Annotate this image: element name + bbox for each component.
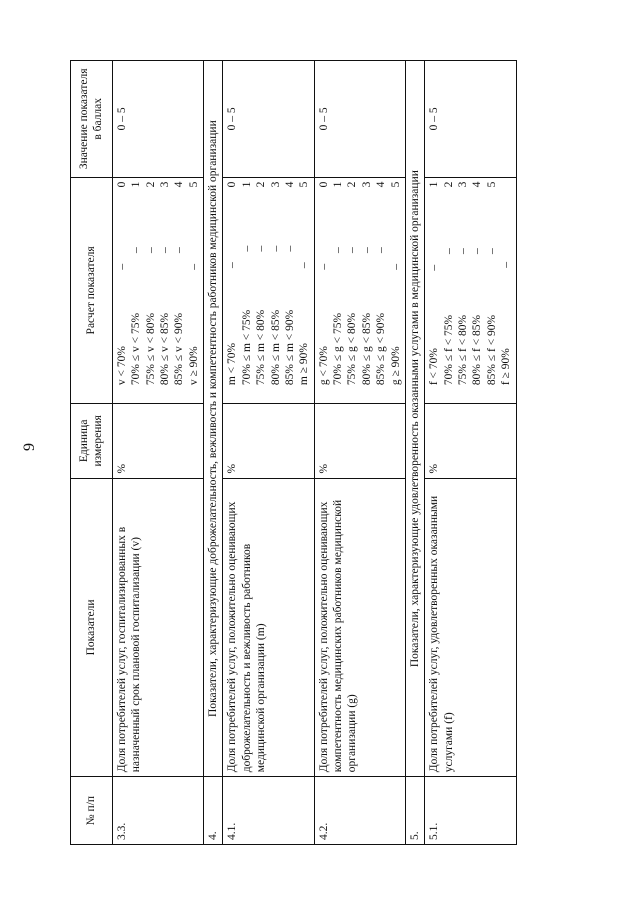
calc-line xyxy=(345,182,359,386)
calc-line xyxy=(158,182,172,386)
calc-dash: – xyxy=(130,247,143,254)
calc-dash: – xyxy=(173,247,186,254)
calc-value: 2 xyxy=(346,181,359,188)
calc-value: 2 xyxy=(144,181,157,188)
calc-line xyxy=(225,182,239,386)
calc-dash: – xyxy=(428,264,441,271)
row-indicator: Доля потребителей услуг, удовлетворенных оказанными услугами (f) xyxy=(425,478,516,777)
row-calc xyxy=(112,177,203,404)
calc-value: 3 xyxy=(360,181,373,188)
calc-value: 4 xyxy=(375,181,388,188)
calc-dash: – xyxy=(360,247,373,254)
table-header-row xyxy=(71,61,113,845)
row-unit: % xyxy=(314,404,405,478)
row-calc xyxy=(425,177,516,404)
calc-value: 4 xyxy=(471,181,484,188)
calc-dash: – xyxy=(500,262,513,268)
row-num: 4.2. xyxy=(314,777,405,845)
calc-dash: – xyxy=(298,262,311,269)
calc-condition: v < 70% xyxy=(115,346,128,386)
calc-dash: – xyxy=(187,263,200,270)
calc-line xyxy=(317,182,331,386)
calc-value: 5 xyxy=(298,181,311,188)
calc-line xyxy=(129,182,143,386)
calc-value: 3 xyxy=(269,181,282,188)
calc-dash: – xyxy=(471,248,484,254)
calc-list xyxy=(225,182,311,400)
calc-value: 3 xyxy=(158,181,171,188)
calc-line xyxy=(187,182,201,386)
row-num: 4.1. xyxy=(223,777,314,845)
calc-condition: f < 70% xyxy=(428,348,441,386)
row-score: 0 – 5 xyxy=(314,61,405,178)
header-unit: Единица измерения xyxy=(71,404,113,478)
calc-value: 1 xyxy=(332,181,344,188)
calc-line xyxy=(331,182,345,386)
section-title: Показатели, характеризующие доброжелательность, вежливость и компетентность работников медицинской организации xyxy=(204,61,223,777)
calc-dash: – xyxy=(442,248,455,254)
section-row-5 xyxy=(405,61,424,845)
row-num: 5.1. xyxy=(425,777,516,845)
calc-list xyxy=(115,182,201,400)
calc-dash: – xyxy=(457,248,469,254)
calc-dash: – xyxy=(255,245,268,252)
calc-value: 1 xyxy=(240,181,253,188)
calc-condition: 75% ≤ m < 80% xyxy=(255,309,268,386)
indicators-table xyxy=(70,60,517,845)
calc-condition: 75% ≤ f < 80% xyxy=(457,314,469,386)
calc-value: 3 xyxy=(457,181,469,188)
table-body xyxy=(112,61,516,845)
calc-line xyxy=(254,182,268,386)
calc-condition: 75% ≤ v < 80% xyxy=(144,312,157,386)
calc-condition: 85% ≤ f < 90% xyxy=(485,314,498,386)
calc-dash: – xyxy=(226,262,239,269)
calc-line xyxy=(442,182,456,386)
table-row xyxy=(425,61,516,845)
calc-condition: 80% ≤ f < 85% xyxy=(471,314,484,386)
section-num: 4. xyxy=(204,777,223,845)
row-indicator: Доля потребителей услуг, положительно оценивающих доброжелательность и вежливость работников медицинской организации (m) xyxy=(223,478,314,777)
calc-condition: 80% ≤ m < 85% xyxy=(269,309,282,386)
calc-condition: g ≥ 90% xyxy=(389,346,402,386)
calc-condition: g < 70% xyxy=(317,346,330,386)
calc-condition: f ≥ 90% xyxy=(500,348,513,386)
row-score: 0 – 5 xyxy=(223,61,314,178)
calc-dash: – xyxy=(375,247,388,254)
calc-list xyxy=(317,182,403,400)
row-score: 0 – 5 xyxy=(112,61,203,178)
calc-line xyxy=(144,182,158,386)
row-unit: % xyxy=(112,404,203,478)
calc-value: 0 xyxy=(226,181,239,188)
calc-value: 4 xyxy=(173,181,186,188)
calc-condition: 80% ≤ g < 85% xyxy=(360,312,373,386)
calc-value: 0 xyxy=(115,181,128,188)
calc-line xyxy=(360,182,374,386)
calc-value: 2 xyxy=(442,181,455,188)
calc-condition: 70% ≤ f < 75% xyxy=(442,314,455,386)
rotated-table-area xyxy=(70,60,630,845)
calc-dash: – xyxy=(346,247,359,254)
calc-condition: 85% ≤ v < 90% xyxy=(173,312,186,386)
header-indicator: Показатели xyxy=(71,478,113,777)
calc-dash: – xyxy=(332,247,344,254)
section-row-4 xyxy=(204,61,223,845)
calc-dash: – xyxy=(317,263,330,270)
calc-value: 1 xyxy=(428,181,441,188)
header-num: № п/п xyxy=(71,777,113,845)
calc-condition: 75% ≤ g < 80% xyxy=(346,312,359,386)
calc-condition: 85% ≤ g < 90% xyxy=(375,312,388,386)
calc-line xyxy=(374,182,388,386)
calc-condition: m < 70% xyxy=(226,342,239,386)
calc-dash: – xyxy=(240,245,253,252)
calc-dash: – xyxy=(144,247,157,254)
calc-line xyxy=(427,182,441,386)
calc-dash: – xyxy=(158,247,171,254)
calc-condition: v ≥ 90% xyxy=(187,346,200,386)
calc-line xyxy=(115,182,129,386)
calc-line xyxy=(456,182,470,386)
calc-value: 5 xyxy=(485,181,498,188)
calc-dash: – xyxy=(283,245,296,252)
row-score: 0 – 5 xyxy=(425,61,516,178)
row-indicator: Доля потребителей услуг, положительно оценивающих компетентность медицинских работников медицинской организации (g) xyxy=(314,478,405,777)
row-unit: % xyxy=(223,404,314,478)
header-score: Значение показателя в баллах xyxy=(71,61,113,178)
section-num: 5. xyxy=(405,777,424,845)
calc-value: 4 xyxy=(283,181,296,188)
row-calc xyxy=(314,177,405,404)
calc-line xyxy=(269,182,283,386)
table-rotator xyxy=(70,60,630,845)
row-num: 3.3. xyxy=(112,777,203,845)
section-title: Показатели, характеризующие удовлетворенность оказанными услугами в медицинской организации xyxy=(405,61,424,777)
calc-line xyxy=(172,182,186,386)
row-unit: % xyxy=(425,404,516,478)
calc-line xyxy=(283,182,297,386)
calc-dash: – xyxy=(269,245,282,252)
calc-condition: 80% ≤ v < 85% xyxy=(158,312,171,386)
calc-line xyxy=(389,182,403,386)
row-indicator: Доля потребителей услуг, госпитализированных в назначенный срок плановой госпитализации (v) xyxy=(112,478,203,777)
calc-value: 5 xyxy=(187,181,200,188)
calc-condition: 70% ≤ m < 75% xyxy=(240,309,253,386)
table-row xyxy=(223,61,314,845)
calc-line xyxy=(297,182,311,386)
calc-condition: m ≥ 90% xyxy=(298,343,311,386)
calc-condition: 70% ≤ v < 75% xyxy=(130,312,143,386)
header-calc: Расчет показателя xyxy=(71,177,113,404)
calc-list xyxy=(427,182,513,400)
calc-value: 5 xyxy=(389,181,402,188)
calc-dash: – xyxy=(389,263,402,270)
row-calc xyxy=(223,177,314,404)
calc-dash: – xyxy=(115,263,128,270)
calc-value: 0 xyxy=(317,181,330,188)
table-row xyxy=(112,61,203,845)
calc-line xyxy=(240,182,254,386)
calc-line xyxy=(470,182,484,386)
calc-line xyxy=(499,182,513,386)
calc-condition: 70% ≤ g < 75% xyxy=(332,312,344,386)
calc-value: 2 xyxy=(255,181,268,188)
page-number: 9 xyxy=(21,443,38,451)
calc-line xyxy=(485,182,499,386)
calc-condition: 85% ≤ m < 90% xyxy=(283,309,296,386)
calc-value: 1 xyxy=(130,181,143,188)
calc-dash: – xyxy=(485,248,498,254)
table-row xyxy=(314,61,405,845)
